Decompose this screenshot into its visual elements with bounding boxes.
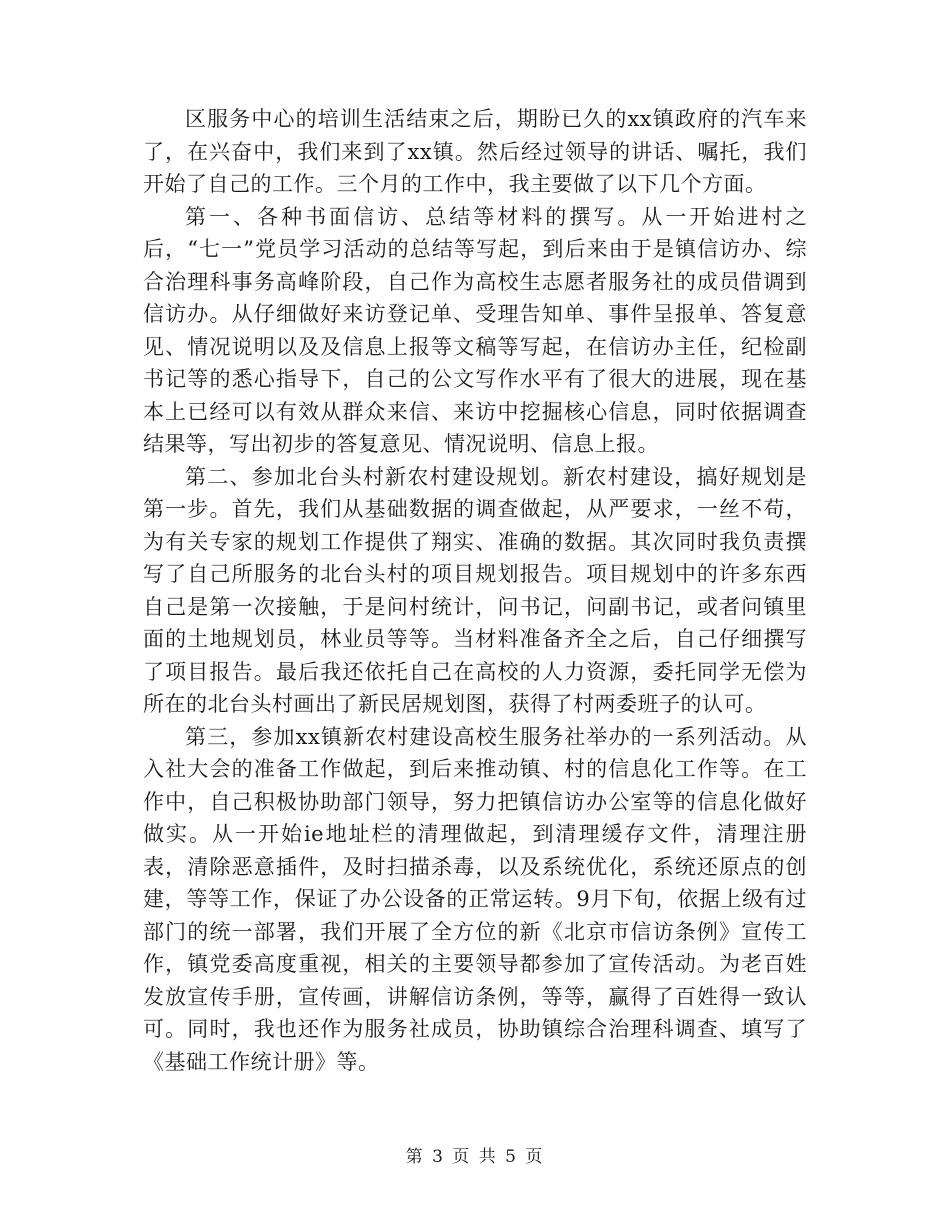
- page-number-footer: 第 3 页 共 5 页: [405, 1147, 545, 1167]
- paragraph-first-item: 第一、各种书面信访、总结等材料的撰写。从一开始进村之后，“七一”党员学习活动的总结等写起，到后来由于是镇信访办、综合治理科事务高峰阶段，自己作为高校生志愿者服务社的成员借调到信访办。从仔细做好来访登记单、受理告知单、事件呈报单、答复意见、情况说明以及及信息上报等文稿等写起，在信访办主任，纪检副书记等的悉心指导下，自己的公文写作水平有了很大的进展，现在基本上已经可以有效从群众来信、来访中挖掘核心信息，同时依据调查结果等，写出初步的答复意见、情况说明、信息上报。: [143, 204, 807, 456]
- paragraph-intro: 区服务中心的培训生活结束之后，期盼已久的xx镇政府的汽车来了，在兴奋中，我们来到了xx镇。然后经过领导的讲话、嘱托，我们开始了自己的工作。三个月的工作中，我主要做了以下几个方面。: [143, 107, 807, 196]
- paragraph-third-item: 第三，参加xx镇新农村建设高校生服务社举办的一系列活动。从入社大会的准备工作做起，到后来推动镇、村的信息化工作等。在工作中，自己积极协助部门领导，努力把镇信访办公室等的信息化做好做实。从一开始ie地址栏的清理做起，到清理缓存文件，清理注册表，清除恶意插件，及时扫描杀毒，以及系统优化，系统还原点的创建，等等工作，保证了办公设备的正常运转。9月下旬，依据上级有过部门的统一部署，我们开展了全方位的新《北京市信访条例》宣传工作，镇党委高度重视，相关的主要领导都参加了宣传活动。为老百姓发放宣传手册，宣传画，讲解信访条例，等等，赢得了百姓得一致认可。同时，我也还作为服务社成员，协助镇综合治理科调查、填写了《基础工作统计册》等。: [143, 724, 807, 1074]
- document-body: [143, 103, 807, 1078]
- paragraph-second-item: 第二、参加北台头村新农村建设规划。新农村建设，搞好规划是第一步。首先，我们从基础数据的调查做起，从严要求，一丝不苟，为有关专家的规划工作提供了翔实、准确的数据。其次同时我负责撰写了自己所服务的北台头村的项目规划报告。项目规划中的许多东西自己是第一次接触，于是问村统计，问书记，问副书记，或者问镇里面的土地规划员，林业员等等。当材料准备齐全之后，自己仔细撰写了项目报告。最后我还依托自己在高校的人力资源，委托同学无偿为所在的北台头村画出了新民居规划图，获得了村两委班子的认可。: [143, 464, 807, 716]
